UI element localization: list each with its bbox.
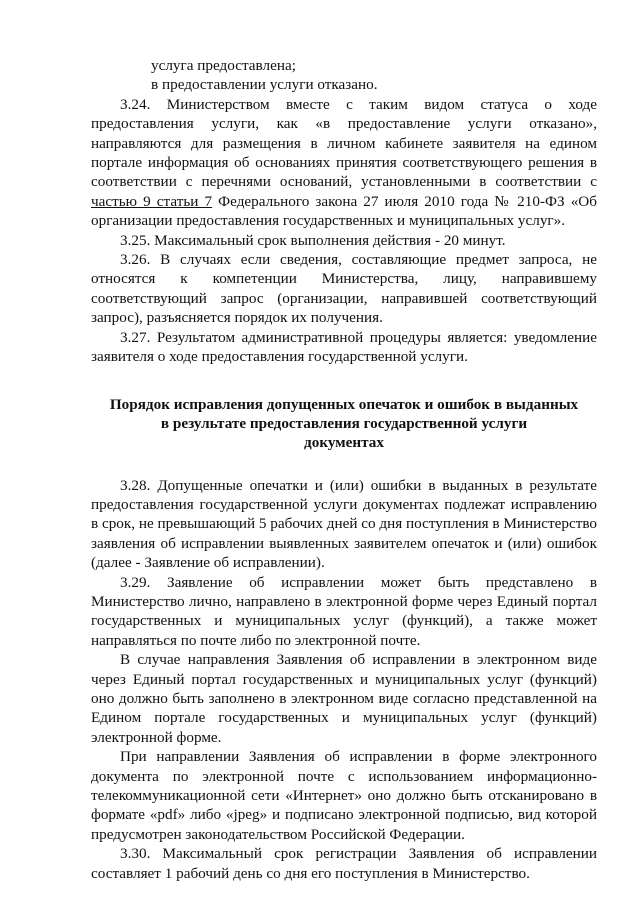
paragraph-electronic-submission: В случае направления Заявления об исправлении в электронном виде через Единый портал государственных и муниципальных услуг (функций) оно должно быть заполнено в электронном виде согласно представленной на Едином портале государственных и муниципальных услуг (функций) электронной форме. bbox=[91, 651, 597, 746]
paragraph-3-28: 3.28. Допущенные опечатки и (или) ошибки в выданных в результате предоставления государственной услуги документах подлежат исправлению в срок, не превышающий 5 рабочих дней со дня поступления в Министерство заявления об исправлении выявленных заявителем опечаток и (или) ошибок (далее - Заявление об исправлении). bbox=[91, 476, 597, 572]
section-heading-line: в результате предоставления государственной услуги bbox=[160, 414, 528, 432]
paragraph-3-25: 3.25. Максимальный срок выполнения действия - 20 минут. bbox=[120, 231, 506, 249]
document-body bbox=[91, 56, 597, 883]
list-item-service-provided: услуга предоставлена; bbox=[151, 57, 296, 74]
paragraph-3-26: 3.26. В случаях если сведения, составляющие предмет запроса, не относятся к компетенции Министерства, лицу, направившему соответствующий запрос (организации, направившей соответствующий запрос), разъясняется порядок их получения. bbox=[91, 251, 597, 327]
list-item-service-refused: в предоставлении услуги отказано. bbox=[151, 76, 378, 94]
paragraph-3-29: 3.29. Заявление об исправлении может быть представлено в Министерство лично, направлено в электронной форме через Единый портал государственных и муниципальных услуг (функций), а также может направляться по почте либо по электронной почте. bbox=[91, 573, 597, 649]
section-heading-line: документах bbox=[304, 433, 384, 451]
paragraph-3-24-text-end: Федерального закона 27 июля 2010 года № 210-ФЗ «Об организации предоставления государственных и муниципальных услуг». bbox=[91, 192, 597, 230]
paragraph-email-submission: При направлении Заявления об исправлении в форме электронного документа по электронной почте с использованием информационно-телекоммуникационной сети «Интернет» оно должно быть отсканировано в формате «pdf» либо «jpeg» и подписано электронной подписью, вид которой предусмотрен законодательством Российской Федерации. bbox=[91, 748, 597, 843]
section-heading bbox=[91, 395, 597, 452]
paragraph-3-24-text: 3.24. Министерством вместе с таким видом статуса о ходе предоставления услуги, как «в предоставление услуги отказано», направляются для размещения в личном кабинете заявителя на едином портале информация об основаниях принятия соответствующего решения в соответствии с перечнями оснований, установленными в соответствии с bbox=[91, 95, 597, 191]
paragraph-3-24 bbox=[91, 95, 597, 231]
law-reference-link[interactable]: частью 9 статьи 7 bbox=[91, 192, 213, 210]
section-heading-line: Порядок исправления допущенных опечаток и ошибок в выданных bbox=[109, 395, 579, 413]
paragraph-3-30: 3.30. Максимальный срок регистрации Заявления об исправлении составляет 1 рабочий день со дня его поступления в Министерство. bbox=[91, 845, 597, 882]
paragraph-3-27: 3.27. Результатом административной процедуры является: уведомление заявителя о ходе предоставления государственной услуги. bbox=[91, 328, 597, 366]
